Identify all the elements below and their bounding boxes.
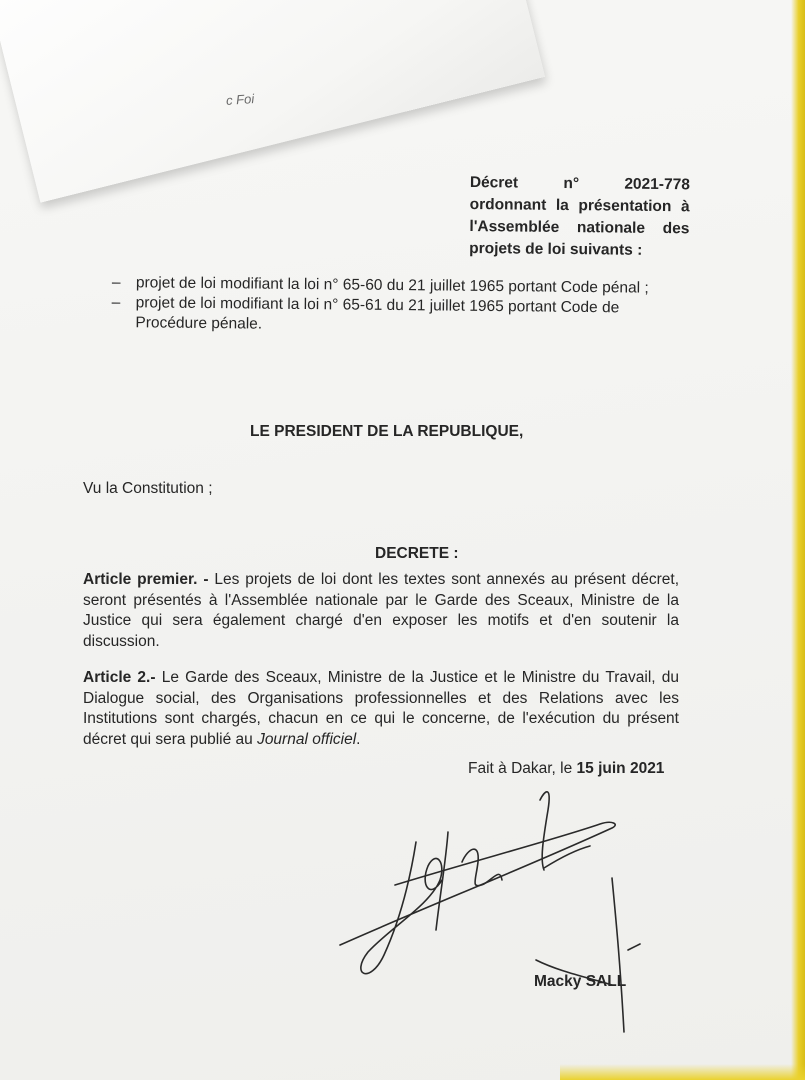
vu-constitution: Vu la Constitution ; <box>83 480 213 497</box>
place-and-date <box>468 760 664 778</box>
list-dash: – <box>111 293 121 312</box>
article-2-label: Article 2.- <box>83 669 156 686</box>
title-line-2: ordonnant la présentation à <box>469 195 690 216</box>
article-1 <box>83 570 679 652</box>
president-heading: LE PRESIDENT DE LA REPUBLIQUE, <box>250 423 524 440</box>
signatory-name: Macky SALL <box>534 973 627 990</box>
article-1-label: Article premier. - <box>83 571 209 588</box>
article-1-text: Les projets de loi dont les textes sont annexés au présent décret, seront présentés à l'Assemblée nationale par le Garde des Sceaux, Ministre de la Justice qui sera également chargé d'en exposer les motifs et d'en soutenir la discussion. <box>83 571 680 650</box>
title-line-1: Décret n° 2021-778 <box>469 173 690 194</box>
list-item-text: projet de loi modifiant la loi n° 65-61 du 21 juillet 1965 portant Code de Procédure pénale. <box>135 294 620 333</box>
list-item-text: projet de loi modifiant la loi n° 65-60 du 21 juillet 1965 portant Code pénal ; <box>135 274 649 297</box>
corner-note: c Foi <box>225 91 255 108</box>
list-dash: – <box>111 273 121 292</box>
article-2-end: . <box>356 730 361 748</box>
decree-date: 15 juin 2021 <box>576 760 665 777</box>
fait-prefix: Fait à Dakar, le <box>468 760 577 777</box>
list-item <box>111 293 691 339</box>
article-2-text: Le Garde des Sceaux, Ministre de la Justice et le Ministre du Travail, du Dialogue social, des Organisations professionnelles et des Relations avec les Institutions sont chargés, chacun en ce qui le concerne, de l'exécution du présent décret qui sera publié au <box>83 669 679 748</box>
article-2 <box>83 668 679 750</box>
title-line-4: projets de loi suivants : <box>469 239 643 259</box>
journal-officiel: Journal officiel <box>257 730 357 748</box>
projects-list <box>111 273 692 339</box>
title-line-3: l'Assemblée nationale des <box>469 217 690 238</box>
decree-title <box>469 172 690 262</box>
decrete-heading: DECRETE : <box>375 545 459 562</box>
